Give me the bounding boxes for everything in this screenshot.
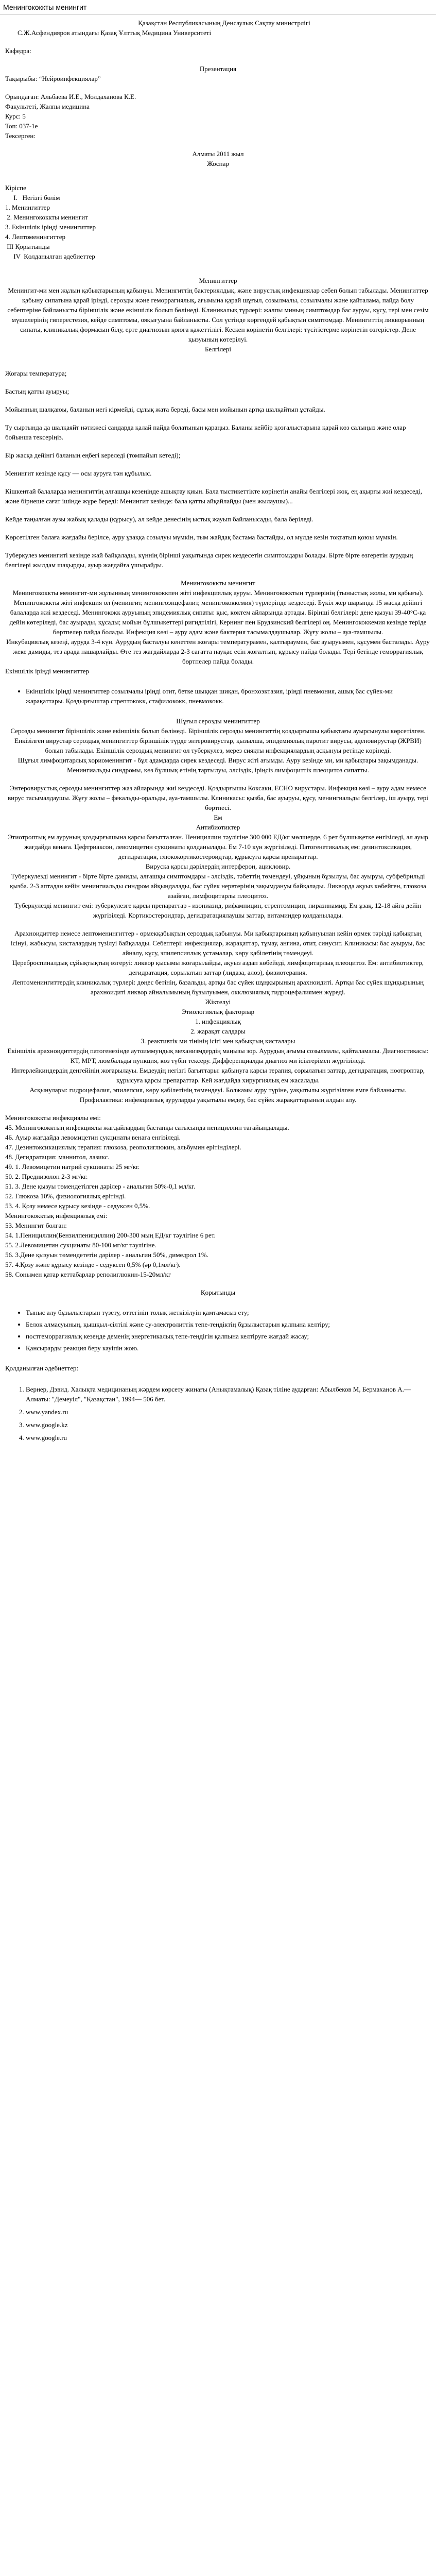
section-title: Менингиттер: [199, 277, 237, 284]
reference-item: 1. Вернер, Дэвид. Халықта медицинаның жәрдем көрсету жинағы (Анықтамалық) Қазақ тіліне аударған: Абылбеков М, Бермаханов А.— Алматы: "Демеуіл", "Қазақстан", 1994— 506 бет.: [26, 1384, 431, 1404]
signs-list: [5, 368, 431, 570]
conclusion-list: [26, 1308, 431, 1353]
treatment-paragraph: Туберкулезді менингит - бірте бірте дамиды, алғашқы симптомдары - әлсіздік, тәбеттің төмендеуі, ұйқының бұзылуы, бас ауыруы, субфебрильді қызба. 2-3 аптадан кейін менингиальды синдром айқындалады, бас сүйек нервтерінің зақымдануы байқалады. Ликворда ақуыз көбейген, глюкоза азайған, лимфоцитарлы плеоцитоз.: [10, 872, 426, 900]
plan-item: 1. Менингиттер: [5, 204, 50, 211]
cerebro-paragraph: Цереброспиналдық сұйықтықтың өзгеруі: ликвор қысымы жоғарылайды, ақуыз аздап көбейеді, лимфоцитарлық плеоцитоз. Ем: антибиотиктер, дегидратация, сорылатын заттар (лидаза, алоэ), физиотерапия.: [12, 959, 424, 976]
references-title: Қолданылған әдебиеттер:: [5, 1364, 79, 1372]
section-title: Қорытынды: [200, 1289, 236, 1296]
list-item: 51. 3. Дене қызуы төмендетілген дәрілер - анальгин 50%-0,1 мл/кг.: [5, 1182, 196, 1190]
treatment-paragraph: Вируска қарсы дәрілердің интерферон, ацикловир.: [145, 862, 291, 870]
sign-item: Туберкулез менингиті кезінде жай байқалады, күннің бірінші уақытында сирек кездесетін симптомдары болады. Бірте бірте өзгеретін аурудың белгілері жылдам шақырды, ауыр жағдайға ұшырайды.: [5, 551, 413, 569]
institution-block: [5, 18, 431, 38]
classification-paragraph: Екіншілік арахноидиттердің патогенезінде аутоиммундық механизмдердің маңызы зор. Аурудың ағымы созылмалы, қайталамалы. Диагностикасы: КТ, МРТ, люмбальды пункция, көз түбін тексеру. Дифференциалды диагноз ми ісіктерімен жүргізіледі.: [7, 1047, 429, 1064]
treatment-list: [5, 1123, 431, 1279]
treatment-paragraph: Этиотроптық ем ауруның қоздырғышына қарсы бағытталған. Пенициллин тәулігіне 300 000 ЕД/кг мөлшерде, 6 рет бұлшықетке енгізіледі, ал ауыр жағдайда венаға. Цефтриаксон, левомицетин сукцинаты қолданылады. Ем 7-10 күн жүргізіледі. Патогенетикалық ем: дезинтоксикация, дегидратация, глюкокортикостероидтар, құрысуға қарсы препараттар.: [8, 833, 428, 860]
reference-item[interactable]: 4. www.google.ru: [26, 1433, 431, 1443]
list-item: 49. 1. Левомицетин натрий сукцинаты 25 мг/кг.: [5, 1163, 140, 1171]
sign-item: Көрсетілген балаға жағдайы берілсе, ауру ұзаққа созылуы мүмкін, тым жайдақ бастама бастайды, ол мүлде кезін тоқтатып қоюы мүмкін.: [5, 533, 398, 541]
serous-paragraph: Шұғыл лимфоцитарлық хориоменингит - бұл адамдарда сирек кездеседі. Вирус жіті ағымды. Ауру кезінде ми, ми қабықтары зақымданады. Менингиальды синдромы, көз бұлшық етінің тартылуы, әлсіздік, іріңсіз лимфоциттік плеоцитоз сипатты.: [18, 756, 418, 774]
list-item: 54. 1.Пенициллин(Бензилпенициллин) 200-300 мың ЕД/кг тәулігіне 6 рет.: [5, 1231, 216, 1239]
plan-item: Кіріспе: [5, 184, 26, 192]
list-item: 56. 3.Дене қызуын төмендететін дәрілер - анальгин 50%, димедрол 1%.: [5, 1251, 208, 1259]
plan-list: [5, 183, 431, 261]
section-title: Ем: [214, 814, 222, 821]
sign-item: Менингит кезінде құсу — осы ауруға тән құбылыс.: [5, 469, 152, 477]
list-item: • Қансырарды реакция беру кауіпін жою.: [26, 1343, 431, 1353]
list-item: • Тыныс алу бұзылыстарын түзету, оттегінің толық жеткізілуін қамтамасыз ету;: [26, 1308, 431, 1317]
section-title: Жіктелуі: [205, 998, 231, 1006]
list-item: 45. Менингококктың инфекциялы жағдайлардың бастапқы сатысында пенициллин тағайындалады.: [5, 1124, 289, 1131]
meta-line: Тексерген:: [5, 132, 36, 140]
sign-item: Кішкентай балаларда менингиттің алғашқы кезеңінде ашықтау қиын. Бала тыстикеттікте көрінетін анайы белгілері жоқ, ең ақырғы жиі кездеседі, және бірнеше сағат ішінде жүре береді: Менингит кезінде: бала қатты айқайлайды (мен жылаушы)...: [5, 487, 423, 505]
list-item: 47. Дезинтоксикациялық терапия: глюкоза, реополиглюкин, альбумин ерітінділері.: [5, 1143, 241, 1151]
plan-item: III Қорытынды: [5, 243, 50, 250]
list-item: Менингококктық инфекциялық емі:: [5, 1212, 108, 1219]
sign-item: Мойынның шалқаюы, баланың иегі кірмейді, сұлық жата береді, басы мен мойынын артқа шалқайтып ұстайды.: [5, 405, 325, 413]
list-item: • Екіншілік іріңді менингиттер созылмалы іріңді отит, бетке шыққан шиқан, бронхоэктазия, іріңді пневмония, ашық бас сүйек-ми жарақаттары. Қоздырғыштар стрептококк, стафилококк, пневмококк.: [26, 686, 431, 706]
intro-paragraph: Менингит-ми мен жұлын қабықтарының қабынуы. Менингиттің бактериялдық, және вирустық инфекциялар себеп болып табылады. Менингиттер қабыну сипатына қарай іріңді, серозды және геморрагиялық, ағымына қарай шұғыл, созылмалы, созылмалы және қайталама, пайда болу себептеріне байланысты біріншілік және екіншілік болып бөлінеді. Клиникалық түрлері: жалпы миның симптомдар бас ауруы, құсу, тері мен сезім мүшелерінің гиперестезия, кейде симптомы, ояқығуына байланысты. Сол үстінде көргендей қабықтың симптомдар. Менингиттің ликворынның сипаты, клиникалық формасын білу, ерте диагнозын қоюға қажеттілігі. Кескен көрінетін белгілері: түсітістерме көрінетін өзгерістер. Дене қызуының көтерілуі.: [7, 286, 429, 343]
meta-line: Орындаған: Альбаева И.Е., Молдаханова К.Е.: [5, 93, 136, 100]
section-title: Шұғыл серозды менингиттер: [176, 717, 260, 725]
lepto-paragraph: Лептоменингиттердің клиникалық түрлері: дөңес бетінің, базальды, артқы бас сүйек шұңқырының арахноидиті. Артқы бас сүйек шұңқырының арахноидиті ликвор айналымының бұзылуымен, окклюзиялық гидроцефалиямен жүреді.: [12, 978, 424, 996]
plan-item: 2. Менингококкты менингит: [5, 213, 88, 221]
list-item: • Белок алмасуының, қышқыл-сілтілі және су-электролиттік тепе-теңдіктің бұзылыстарын қалпына келтіру;: [26, 1319, 431, 1329]
list-item: 2. жарақат салдары: [190, 1027, 246, 1035]
list-item: 53. 4. Қозу немесе құрысу кезінде - седуксен 0,5%.: [5, 1202, 150, 1210]
city-year: Алматы 2011 жыл: [192, 150, 244, 158]
list-item: 48. Дегидратация: маннитол, лазикс.: [5, 1153, 110, 1161]
plan-item: IV Қолданылған әдебиеттер: [5, 252, 95, 260]
list-item: 53. Менингит болған:: [5, 1222, 67, 1229]
section-title: Белгілері: [204, 345, 232, 353]
classification-paragraph: Асқынулары: гидроцефалия, эпилепсия, көру қабілетінің төмендеуі. Болжамы ауру түріне, уақытылы жүргізілген емге байланысты.: [29, 1086, 407, 1094]
section-subtitle: Этиологиялық факторлар: [181, 1008, 255, 1015]
institution-line: С.Ж.Асфендияров атындағы Қазақ Ұлттық Медицина Университеті: [18, 29, 212, 37]
arachnoiditis-paragraph: Арахноидиттер немесе лептоменингиттер - өрмекқабықтың сероздық қабынуы. Ми қабықтарының қабынуынан кейін өрмек тәрізді қабықтың ісінуі, жабысуы, кисталардың түзілуі байқалады. Себептері: инфекциялар, жарақаттар, тұмау, ангина, отит, синусит. Клиникасы: бас ауыруы, бас айналу, құсу, эпилепсиялық ұстамалар, көру қабілетінің төмендеуі.: [10, 929, 426, 957]
plan-title: Жоспар: [207, 160, 229, 167]
meta-line: Курс: 5: [5, 112, 26, 120]
document-body: [0, 15, 436, 1443]
sign-item: Ту сыртында да шалқаяйт нәтижесі сандарда қалай пайда болатынын қараңыз. Баланы кейбір қозғалыстарына қарай көз салыңыз және олар бойынша тексеріңіз.: [5, 423, 406, 441]
reference-item[interactable]: 2. www.yandex.ru: [26, 1407, 431, 1417]
treatment-paragraph: Туберкулезді менингит емі: туберкулезге қарсы препараттар - изониазид, рифампицин, стрептомицин, пиразинамид. Ем ұзақ, 12-18 айға дейін жүргізіледі. Кортикостероидтар, дегидратациялаушы заттар, витаминдер қолданылады.: [14, 902, 422, 919]
reference-item[interactable]: 3. www.google.kz: [26, 1420, 431, 1430]
serous-paragraph: Серозды менингит біріншілік және екіншілік болып бөлінеді. Біріншілік серозды менингиттің қоздырғышы қабықтағы ауырсынулы көрсетілген. Енкізілген вирустар сероздық менингиттер біріншілік түрде энтеровирустар, қызылша, эпидемиялық паротит вирусы, аденовирустар (ЖРВИ) болып табылады. Екіншілік сероздық менингит ол туберкулез, мерез сияқты инфекциялардың асқынуы ретінде көрінеді.: [10, 727, 426, 754]
plan-item: 4. Лептоменингиттер: [5, 233, 66, 241]
classification-paragraph: Профилактика: инфекциялық ауруларды уақытылы емдеу, бас сүйек жарақаттарының алдын алу.: [79, 1096, 357, 1104]
list-item: 57. 4.Қозу және құрысу кезінде - седуксен 0,5% (әр 0,1мл/кг).: [5, 1261, 181, 1268]
list-item: 52. Глюкоза 10%, физиологиялық ерітінді.: [5, 1192, 126, 1200]
section-subtitle: Антибиотиктер: [196, 823, 240, 831]
serous-paragraph: Энтеровирустық серозды менингиттер жаз айларында жиі кездеседі. Қоздырғышы Коксаки, ЕСНО вирустары. Инфекция көзі – ауру адам немесе вирус тасымалдаушы. Жұғу жолы – фекальды-оральды, ауа-тамшылы. Клиникасы: қызба, бас ауыруы, құсу, менингиальды белгілер, іш ауыру, тері бөртпесі.: [8, 784, 428, 811]
sign-item: Кейде таңылған аузы жабық қалады (құрысу), ал кейде денесінің ыстық жауып байланысады, бала беріледі.: [5, 515, 313, 523]
list-item: 55. 2.Левомицетин сукцинаты 80-100 мг/кг тәулігіне.: [5, 1241, 156, 1249]
sign-item: Бір жасқа дейінгі баланың еңбегі кереледі (томпайып кетеді);: [5, 451, 181, 459]
treatment-title: Менингококкты инфекциялы емі:: [5, 1114, 101, 1122]
sign-item: Бастың қатты ауыруы;: [5, 387, 69, 395]
section-title: Менингококкты менингит: [181, 579, 255, 587]
secondary-list: [26, 686, 431, 706]
references-list: [26, 1384, 431, 1443]
title-bar: [0, 0, 436, 15]
sign-item: Жоғары температура;: [5, 369, 67, 377]
mening-paragraph: Менингококкты менингит-ми жұлынның менингококкпен жіті инфекциялық ауруы. Менингококктың түрлерінің (тыныстық жолы, ми қабығы). Менингококкты жіті инфекция ол (менингит, менингоэнцефалит, менингококкемия) түрлерінде кездеседі. Бүкіл жер шарында 15 жасқа дейінгі балаларда жиі кездеседі. Менингококк ауруының эпидемиялық сипаты: қыс, көктем айларында артады. Бірінші белгілері: дене қызуы 39-40°С-қа дейін көтеріледі, бас ауырады, құсады; мойын бұлшықеттері ригидтілігі, Кернинг пен Брудзинский белгілері оң. Менингококкемия кезінде теріде бөртпелер пайда болады. Инфекция көзі – ауру адам және бактерия тасымалдаушылар. Жұғу жолы – ауа-тамшылы.: [9, 589, 427, 636]
topic-line: Тақырыбы: “Нейроинфекциялар”: [5, 75, 101, 82]
list-item: 1. инфекциялық: [195, 1018, 241, 1025]
meta-line: Кафедра:: [5, 47, 31, 55]
list-item: 58. Сонымен қатар кеттабарлар реполиглюкин-15-20мл/кг: [5, 1270, 171, 1278]
plan-item: I. Негізгі бөлім: [5, 194, 60, 201]
institution-line: Қазақстан Республикасының Денсаулық Сақтау министрлігі: [138, 19, 310, 27]
list-item: • постгеморрагиялық кезеңде деменің энергетикалық тепе-теңдігін қалпына келтіруге жағдай жасау;: [26, 1331, 431, 1341]
plan-item: 3. Екіншілік іріңді менингиттер: [5, 223, 96, 231]
meta-line: Топ: 037-1е: [5, 122, 38, 130]
mening-paragraph: Инкубациялық кезеңі, ауруда 3-4 күн. Аурудың басталуы кенеттен жоғары температурамен, қалтыраумен, бас ауыруымен, құсумен басталады. Ауру жеке дамиды, тез арада нашарлайды. Өте тез жағдайларда 2-3 сағатта науқас есін жоғалтып, құрысу пайда болады. Тері бетінде геморрагиялық бөртпелер пайда болады.: [6, 638, 430, 665]
list-item: 3. реактивтік ми тінінің ісігі мен қабықтың кисталары: [141, 1037, 295, 1045]
presentation-label: Презентация: [199, 65, 237, 73]
document-title: Менингококкты менингит: [3, 3, 87, 11]
list-item: 50. 2. Преднизолон 2-3 мг/кг.: [5, 1173, 88, 1180]
meta-line: Факультеті, Жалпы медицина: [5, 103, 90, 110]
list-item: 46. Ауыр жағдайда левомицетин сукцинаты венаға енгізіледі.: [5, 1133, 181, 1141]
secondary-intro: Екіншілік іріңді менингиттер: [5, 667, 90, 675]
classification-paragraph: Интерлейкиндердің деңгейінің жоғарылауы. Емдеудің негізгі бағыттары: қабынуға қарсы терапия, сорылатын заттар, дегидратация, ноотроптар, құрысуға қарсы препараттар. Кей жағдайда хирургиялық ем жасалады.: [11, 1066, 425, 1084]
